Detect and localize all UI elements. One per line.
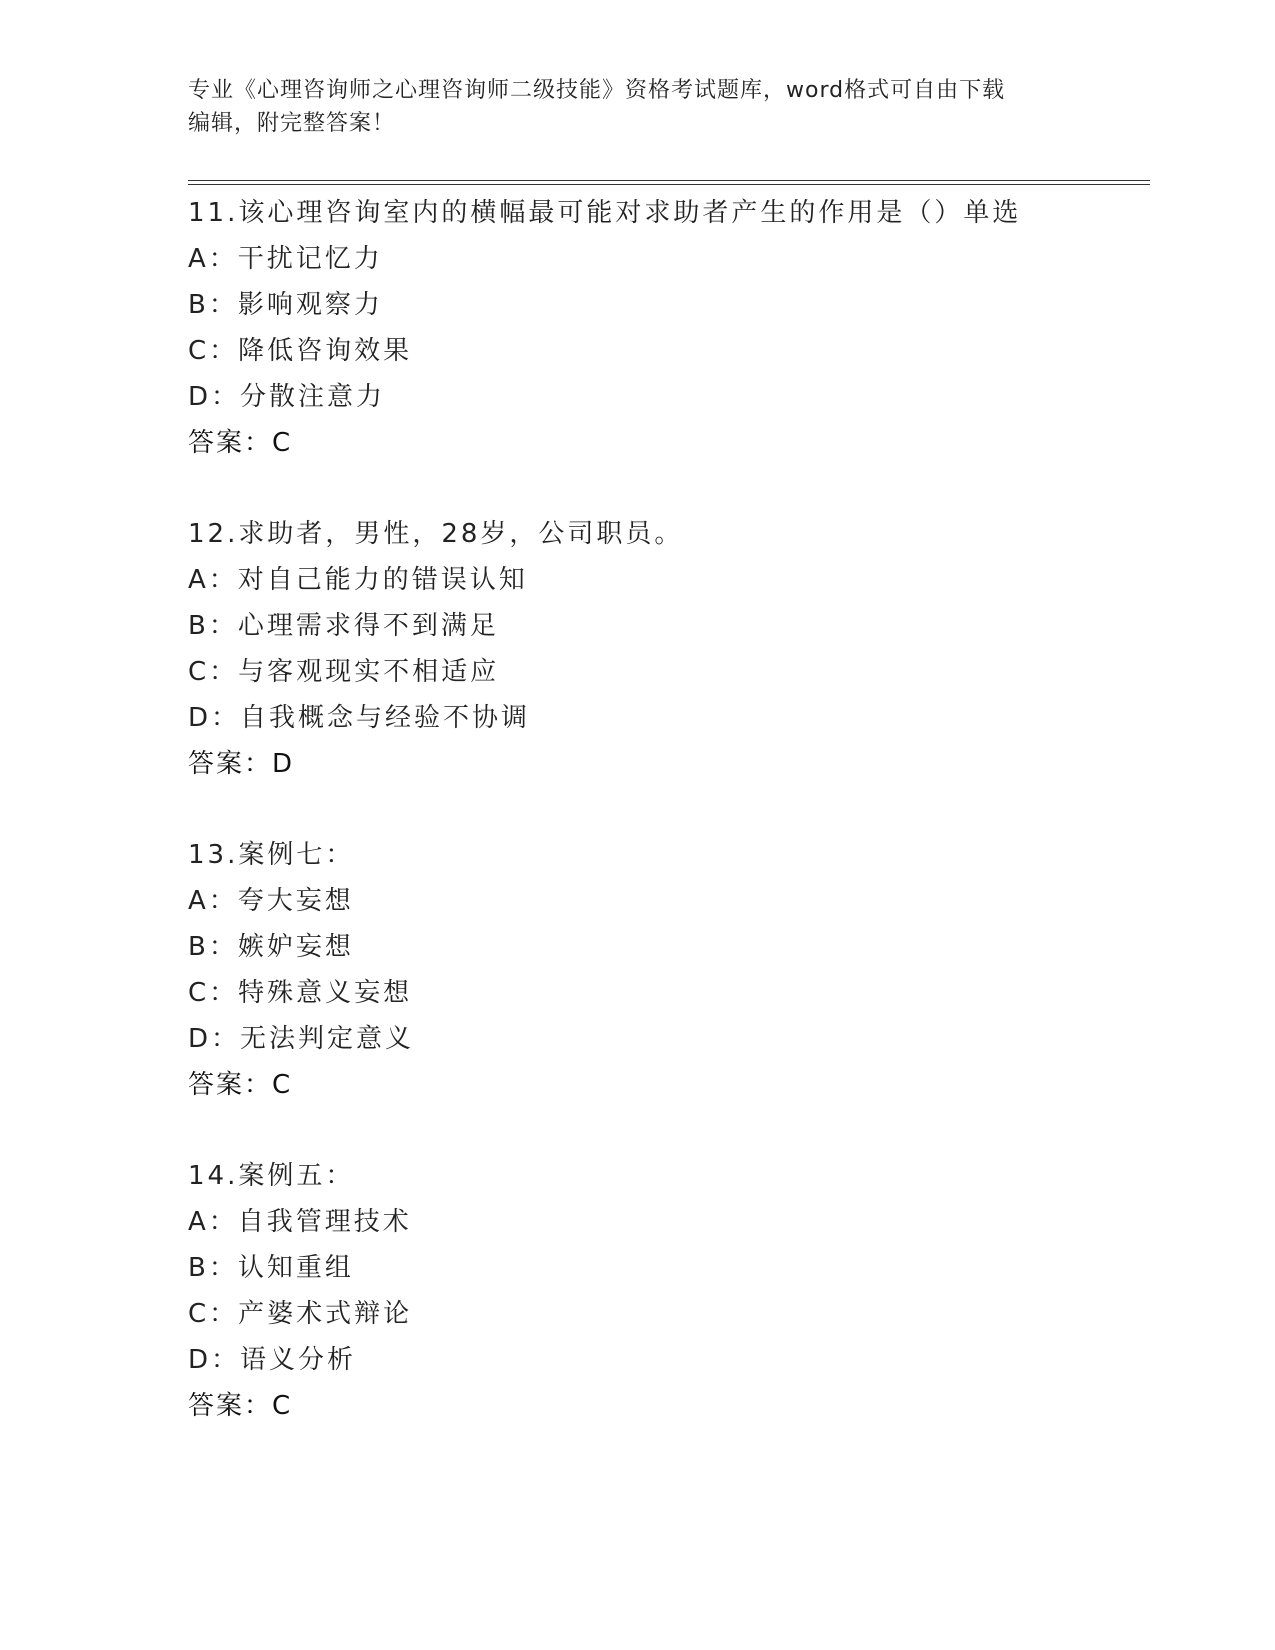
option-b: B：心理需求得不到满足: [188, 611, 499, 641]
option-c: C：产婆术式辩论: [188, 1299, 413, 1329]
option-a: A：自我管理技术: [188, 1207, 412, 1237]
question-stem: 14.案例五：: [188, 1161, 355, 1191]
option-c: C：降低咨询效果: [188, 336, 413, 366]
question-list: [188, 190, 1148, 1474]
option-b: B：认知重组: [188, 1253, 354, 1283]
option-a: A：对自己能力的错误认知: [188, 565, 528, 595]
option-a: A：干扰记忆力: [188, 244, 383, 274]
header-line-1: 专业《心理咨询师之心理咨询师二级技能》资格考试题库，word格式可自由下载: [188, 78, 1006, 103]
option-c: C：与客观现实不相适应: [188, 657, 500, 687]
question-14: [188, 1153, 1148, 1429]
question-13: [188, 832, 1148, 1108]
answer: 答案：D: [188, 749, 295, 779]
option-a: A：夸大妄想: [188, 886, 354, 916]
option-d: D：分散注意力: [188, 382, 386, 412]
header-divider-top: [188, 180, 1150, 181]
question-stem: 11.该心理咨询室内的横幅最可能对求助者产生的作用是（）单选: [188, 198, 1022, 228]
document-header: [188, 74, 1068, 140]
header-line-2: 编辑，附完整答案！: [188, 111, 396, 136]
question-stem: 12.求助者，男性，28岁，公司职员。: [188, 519, 684, 549]
answer: 答案：C: [188, 1391, 293, 1421]
header-divider-bottom: [188, 184, 1150, 185]
option-b: B：影响观察力: [188, 290, 383, 320]
question-11: [188, 190, 1148, 466]
answer: 答案：C: [188, 1070, 293, 1100]
question-12: [188, 511, 1148, 787]
option-d: D：自我概念与经验不协调: [188, 703, 531, 733]
answer: 答案：C: [188, 428, 293, 458]
option-d: D：无法判定意义: [188, 1024, 415, 1054]
question-stem: 13.案例七：: [188, 840, 355, 870]
option-c: C：特殊意义妄想: [188, 978, 413, 1008]
option-b: B：嫉妒妄想: [188, 932, 354, 962]
option-d: D：语义分析: [188, 1345, 357, 1375]
